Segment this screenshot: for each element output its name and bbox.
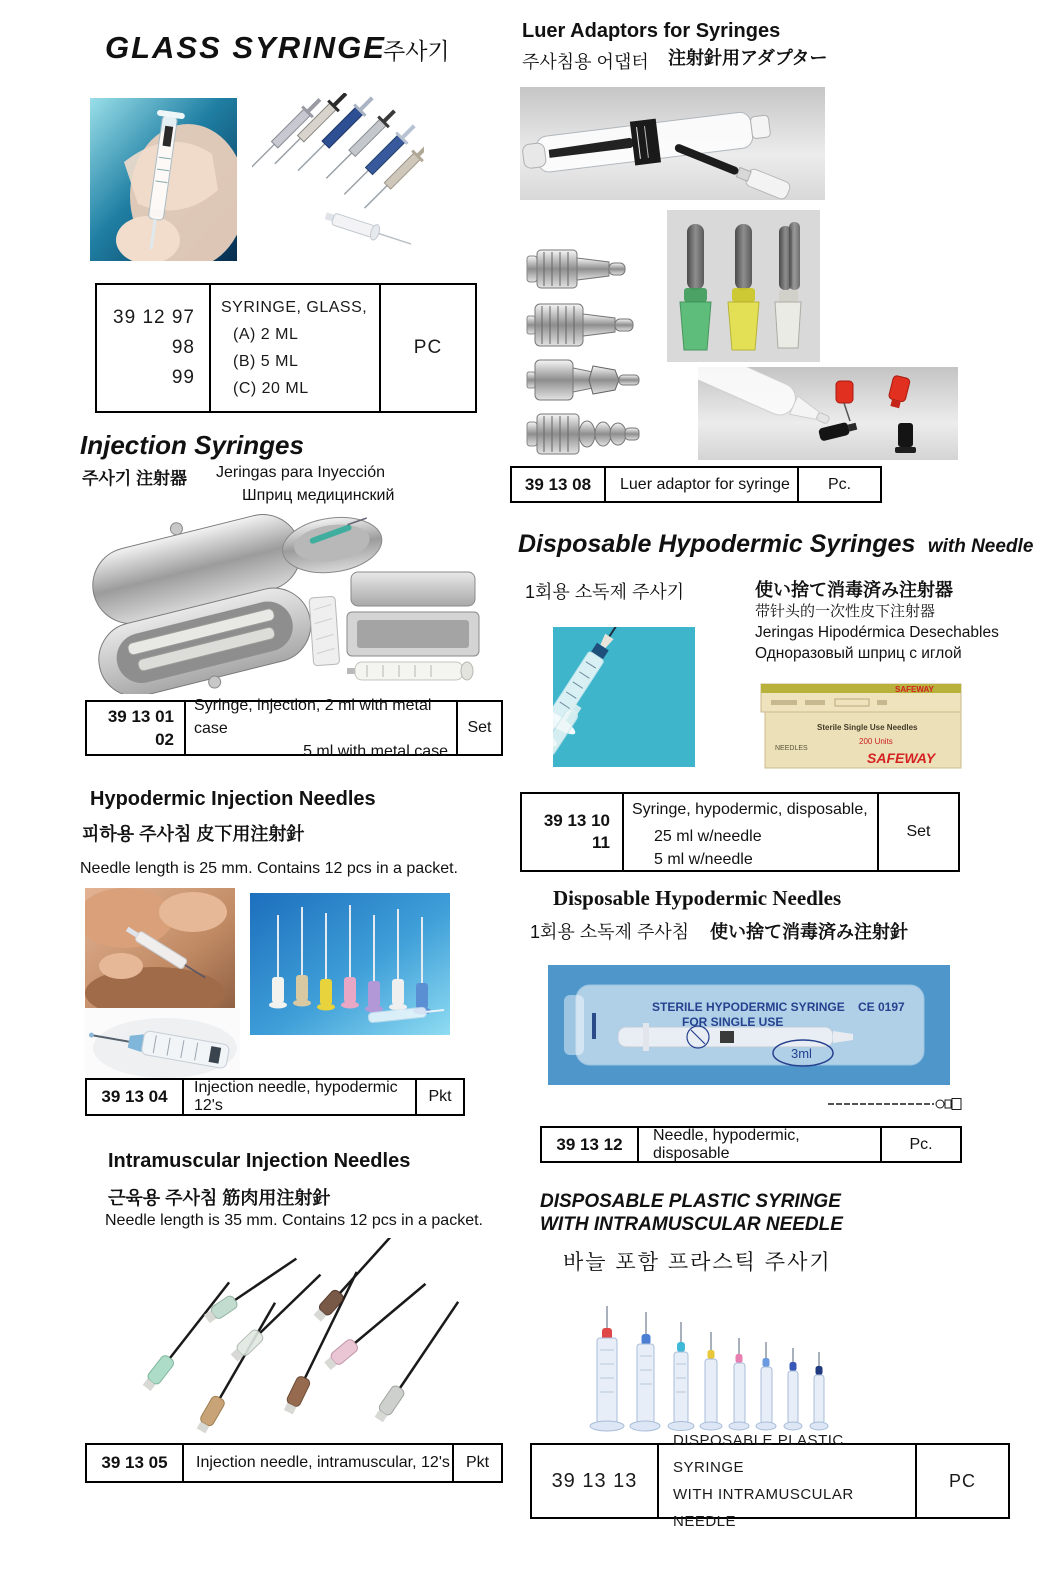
- glass-syringe-table: [95, 283, 477, 413]
- injection-desc-1: Syringe, injection, 2 ml with metal case: [194, 696, 432, 737]
- intramuscular-title: Intramuscular Injection Needles: [108, 1150, 411, 1172]
- scattered-needles-photo: [100, 1238, 472, 1438]
- hypodermic-unit: Pkt: [428, 1088, 452, 1105]
- package-ce-text: CE 0197: [858, 1000, 905, 1014]
- glass-desc-0: SYRINGE, GLASS,: [221, 299, 368, 316]
- hypodermic-title: Hypodermic Injection Needles: [90, 788, 376, 810]
- glass-desc-c: (C) 20 ML: [233, 380, 309, 397]
- intramuscular-note: Needle length is 35 mm. Contains 12 pcs in a packet.: [105, 1212, 483, 1229]
- disposable-syringe-sub-jp: 使い捨て消毒済み注射器: [755, 580, 953, 600]
- injection-table: [85, 696, 503, 760]
- glass-syringes-photo: [252, 93, 424, 221]
- hypodermic-desc: Injection needle, hypodermic 12's: [194, 1079, 398, 1114]
- plastic-syringe-desc-1: DISPOSABLE PLASTIC SYRINGE: [673, 1432, 844, 1476]
- teal-syringe-photo: [553, 627, 695, 767]
- intramuscular-sub: 근육용 주사침 筋肉用注射針: [108, 1188, 331, 1208]
- code-391302: 02: [155, 730, 174, 749]
- code-391313: 39 13 13: [551, 1469, 638, 1492]
- glass-desc-b: (B) 5 ML: [233, 353, 299, 370]
- injection-desc-2: 5 ml with metal case: [303, 742, 448, 760]
- injection-sub-es: Jeringas para Inyección: [216, 464, 385, 481]
- disposable-syringe-desc-0: Syringe, hypodermic, disposable,: [632, 801, 868, 818]
- disposable-syringe-sub-cn: 带针头的一次性皮下注射器: [755, 603, 936, 620]
- plastic-syringe-sub-kr: 바늘 포함 프라스틱 주사기: [563, 1251, 832, 1274]
- code-3912-99: 99: [171, 367, 195, 388]
- metal-adapters-photo: [523, 240, 645, 462]
- needle-illustration: [828, 1096, 963, 1112]
- metal-case-photo: [85, 512, 500, 694]
- glass-unit: PC: [413, 337, 443, 358]
- disposable-needle-unit: Pc.: [909, 1135, 933, 1153]
- injection-sub-ru: Шприц медицинский: [242, 487, 395, 504]
- intramuscular-unit: Pkt: [465, 1454, 490, 1471]
- luer-adaptor-photo: [520, 87, 825, 200]
- disposable-syringe-desc-1: 25 ml w/needle: [654, 828, 762, 845]
- luer-desc: Luer adaptor for syringe: [620, 475, 790, 493]
- disposable-needle-desc: Needle, hypodermic, disposable: [653, 1126, 800, 1162]
- code-391310: 39 13 10: [543, 811, 610, 830]
- safeway-line1-text: Sterile Single Use Needles: [817, 723, 918, 732]
- disposable-needle-sub-jp: 使い捨て消毒済み注射針: [710, 922, 908, 942]
- glass-desc-a: (A) 2 ML: [233, 326, 299, 343]
- disposable-syringe-title-suffix: with Needle: [927, 536, 1034, 557]
- disposable-needle-sub-kr: 1회용 소독제 주사침: [530, 922, 690, 942]
- disposable-needle-title: Disposable Hypodermic Needles: [553, 886, 842, 910]
- disposable-needle-table: [540, 1126, 962, 1163]
- code-3912-98: 98: [171, 337, 195, 358]
- disposable-syringe-title: Disposable Hypodermic Syringes: [518, 530, 916, 558]
- package-ml-text: 3ml: [791, 1046, 812, 1061]
- code-391311: 11: [592, 833, 610, 852]
- small-syringe-photo: [325, 205, 425, 267]
- intramuscular-table: [85, 1443, 503, 1483]
- hypodermic-note: Needle length is 25 mm. Contains 12 pcs in a packet.: [80, 860, 458, 877]
- code-391312: 39 13 12: [556, 1134, 623, 1154]
- package-line2-text: FOR SINGLE USE: [682, 1015, 784, 1029]
- luer-table: [510, 466, 882, 503]
- intramuscular-desc: Injection needle, intramuscular, 12's: [196, 1454, 450, 1471]
- code-391304: 39 13 04: [101, 1087, 168, 1106]
- needles-blue-photo: [250, 893, 450, 1035]
- code-391305: 39 13 05: [101, 1453, 168, 1472]
- safeway-units-text: 200 Units: [859, 737, 893, 746]
- plastic-syringe-desc-2: WITH INTRAMUSCULAR NEEDLE: [673, 1486, 854, 1530]
- disposable-syringe-unit: Set: [906, 823, 931, 840]
- disposable-syringe-sub-ru: Одноразовый шприц с иглой: [755, 645, 962, 662]
- safeway-label-text: NEEDLES: [775, 745, 808, 752]
- injection-syringes-title: Injection Syringes: [80, 430, 304, 460]
- safeway-box-photo: [755, 678, 967, 774]
- safeway-top-brand-text: SAFEWAY: [895, 685, 934, 694]
- luer-unit: Pc.: [827, 475, 852, 493]
- bottle-caps-photo: [698, 367, 958, 460]
- code-3912-97: 39 12 97: [113, 307, 195, 328]
- plastic-syringes-photo: [575, 1282, 910, 1437]
- hypodermic-table: [85, 1078, 465, 1116]
- plastic-syringe-title-1: DISPOSABLE PLASTIC SYRINGE: [540, 1191, 841, 1212]
- hand-syringe-photo: [90, 98, 237, 261]
- plastic-syringe-unit: PC: [948, 1470, 976, 1491]
- code-391308: 39 13 08: [524, 474, 592, 494]
- disposable-syringe-table: [520, 792, 960, 872]
- glass-syringe-title: GLASS SYRINGE: [105, 30, 386, 65]
- disposable-syringe-sub-kr: 1회용 소독제 주사기: [525, 582, 685, 602]
- injection-unit: Set: [467, 719, 492, 736]
- hypodermic-sub: 피하용 주사침 皮下用注射針: [82, 824, 305, 844]
- safeway-brand-text: SAFEWAY: [867, 750, 936, 766]
- code-391301: 39 13 01: [107, 707, 174, 726]
- luer-sub-jp: 注射針用アダプター: [668, 48, 828, 68]
- luer-sub-kr: 주사침용 어댑터: [522, 52, 649, 72]
- disposable-syringe-sub-es: Jeringas Hipodérmica Desechables: [755, 624, 999, 641]
- injection-sub-kr: 주사기 注射器: [82, 469, 187, 488]
- syringe-closeup-photo: [85, 1008, 240, 1083]
- luer-title: Luer Adaptors for Syringes: [522, 20, 781, 42]
- package-line1-text: STERILE HYPODERMIC SYRINGE: [652, 1000, 845, 1014]
- needle-caps-photo: [667, 210, 820, 362]
- disposable-syringe-desc-2: 5 ml w/needle: [654, 851, 753, 868]
- glass-syringe-title-kr: 주사기: [383, 38, 450, 64]
- skin-injection-photo: [85, 888, 235, 1013]
- plastic-syringe-table: [530, 1432, 1010, 1530]
- packaged-syringe-photo: [548, 965, 950, 1085]
- plastic-syringe-title-2: WITH INTRAMUSCULAR NEEDLE: [540, 1214, 843, 1235]
